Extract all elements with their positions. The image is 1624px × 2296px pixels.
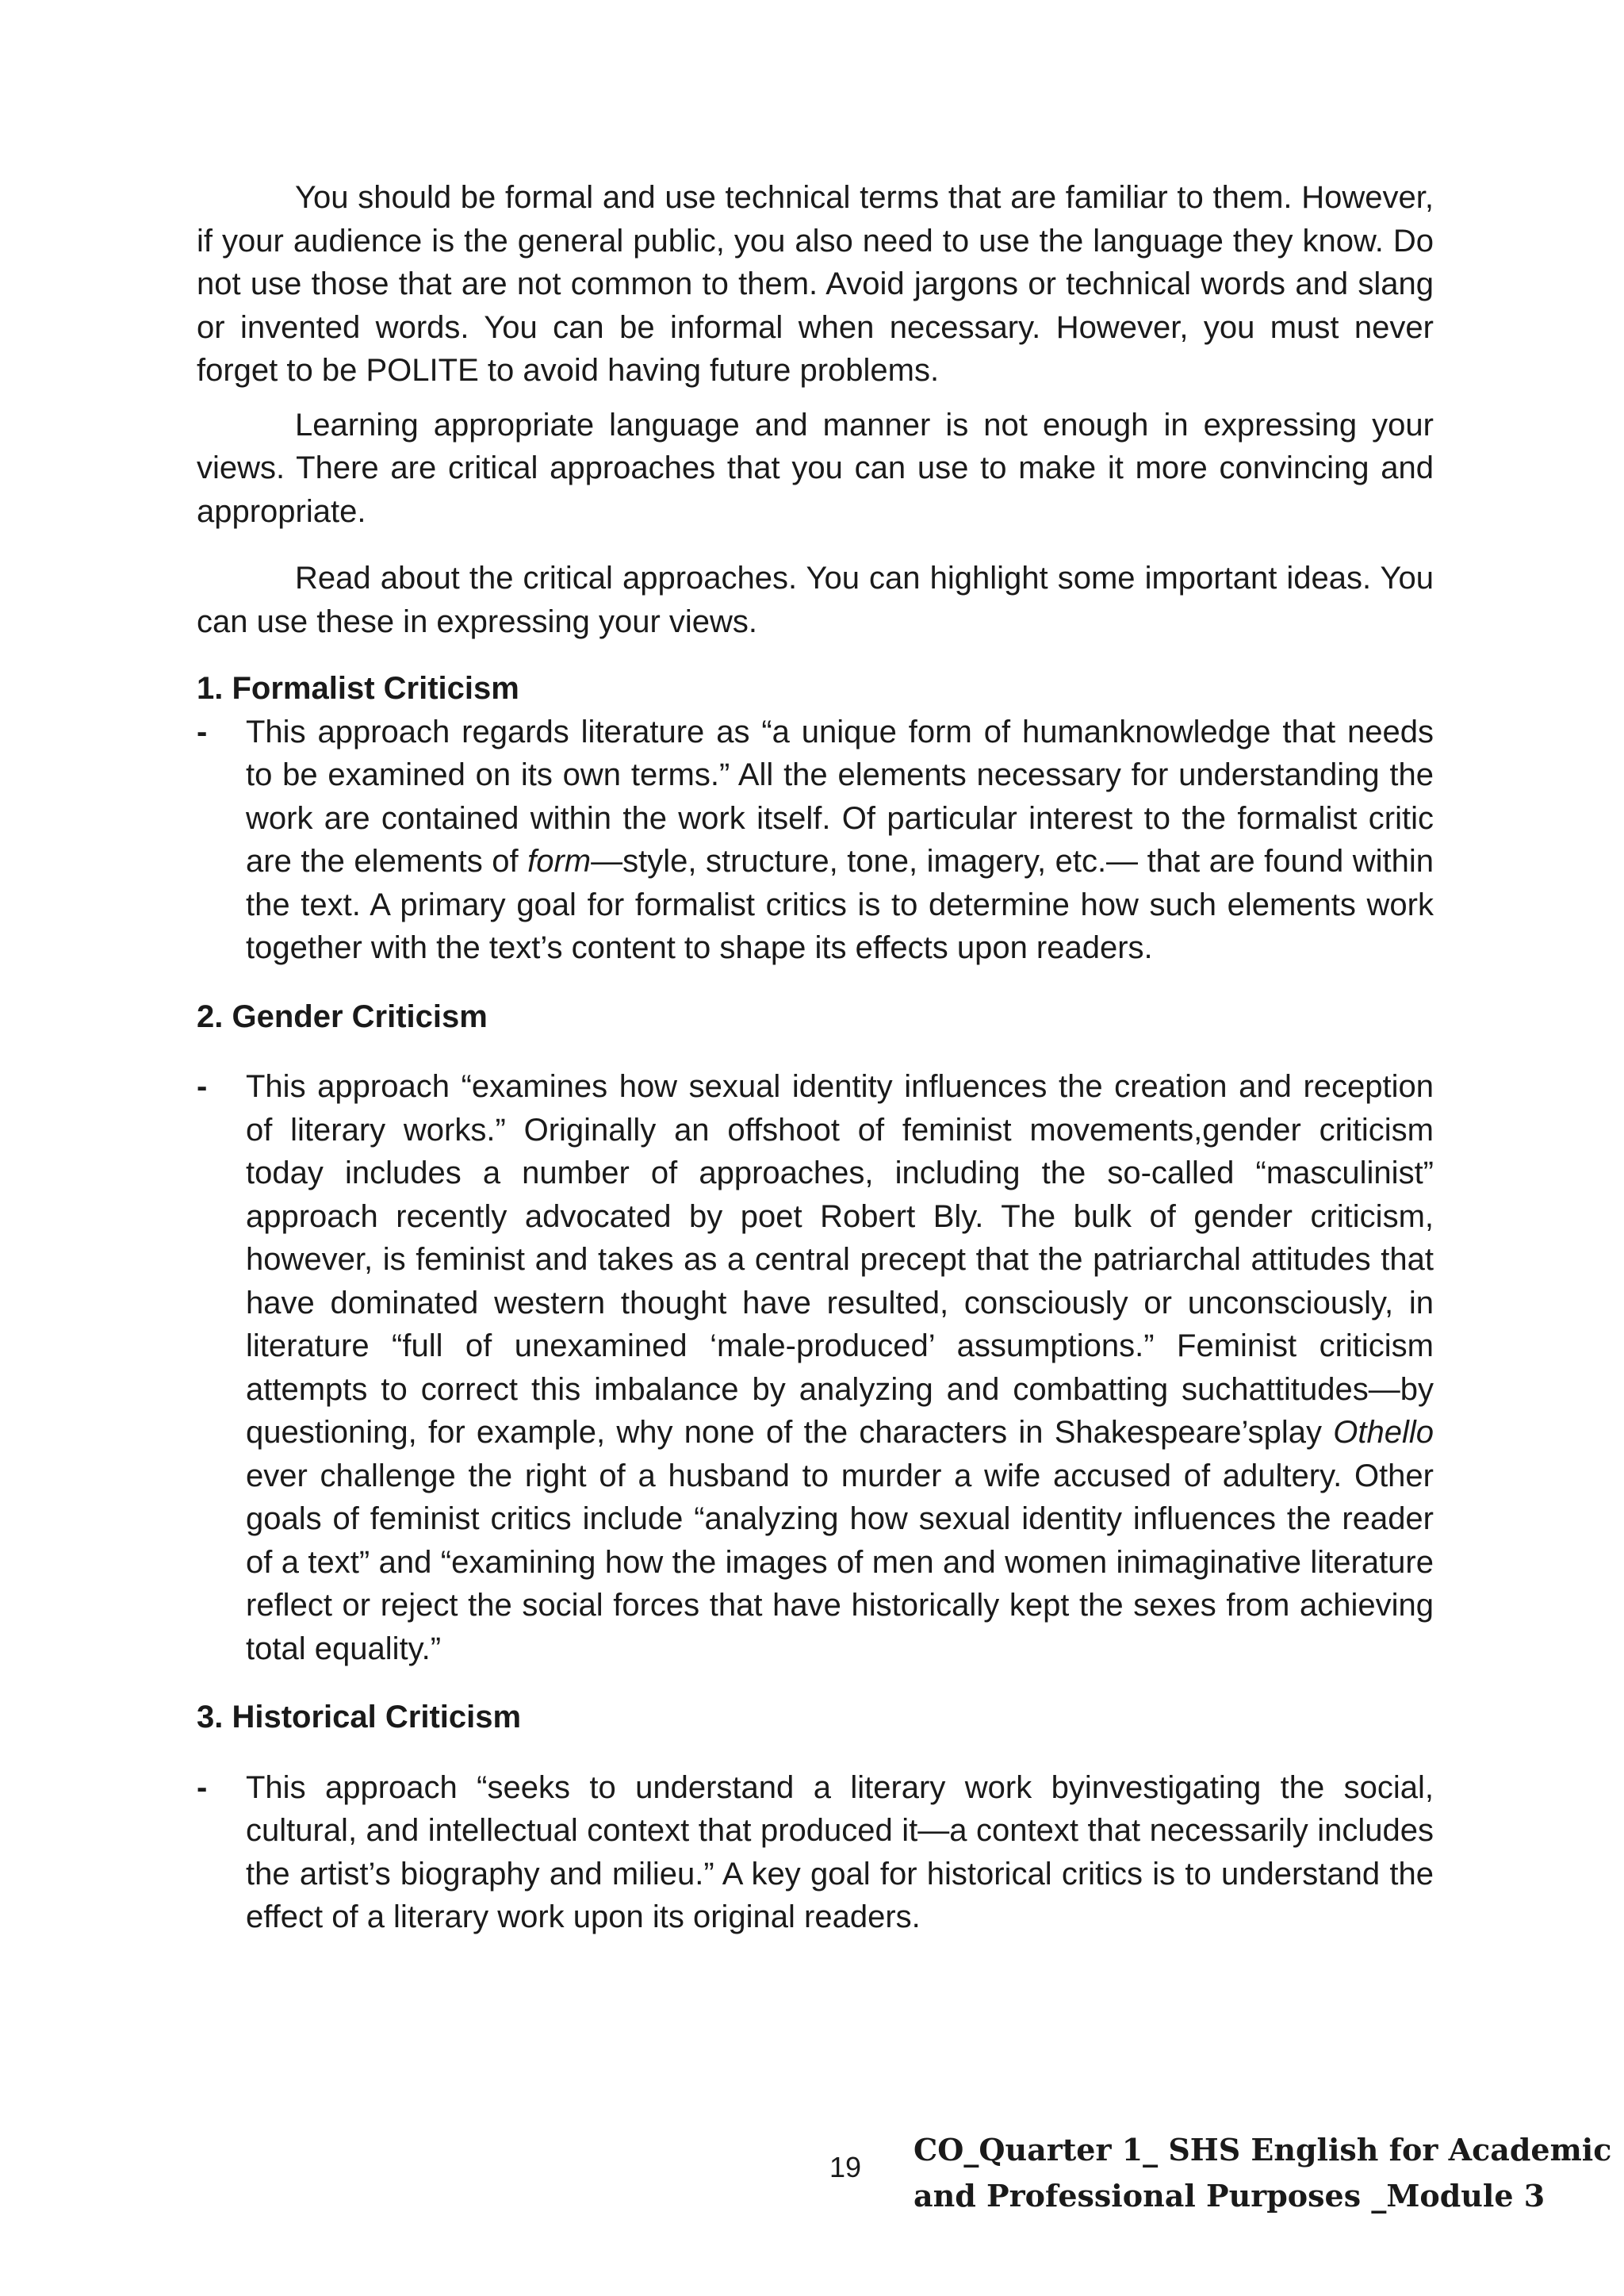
page-number: 19: [829, 2151, 862, 2183]
section-heading-gender: 2. Gender Criticism: [197, 999, 488, 1034]
gender-text-start: This approach “examines how sexual identity influences the creation and reception of literary works.” Originally an offshoot of feminist movements,gender criticism today includes a number of approaches, including the so-called “masculinist” approach recently advocated by poet Robert Bly. The bulk of gender criticism, however, is feminist and takes as a central precept that the patriarchal attitudes that have dominated western thought have resulted, consciously or unconsciously, in literature “full of unexamined ‘male-produced’ assumptions.” Feminist criticism attempts to correct this imbalance by analyzing and combatting suchattitudes—by questioning, for example, why none of the characters in Shakespeare’splay: [246, 1069, 1434, 1450]
paragraph-critical-approaches-intro: Learning appropriate language and manner is not enough in expressing your views. There are critical approaches that you can use to make it more convincing and appropriate.: [197, 407, 1434, 529]
formalist-text-end: —style, structure, tone, imagery, etc.— that are found within the text. A primary goal for formalist critics is to determine how such elements work together with the text’s content to shape its effects upon readers.: [246, 844, 1434, 965]
footer-module-label: [914, 2127, 1612, 2219]
footer-line-2: and Professional Purposes _Module 3: [914, 2178, 1545, 2214]
paragraph-audience-language: You should be formal and use technical terms that are familiar to them. However, if your audience is the general public, you also need to use the language they know. Do not use those that are not common to them. Avoid jargons or technical words and slang or invented words. You can be informal when necessary. However, you must never forget to be POLITE to avoid having future problems.: [197, 180, 1434, 388]
bullet-dash: -: [197, 1769, 208, 1805]
section-heading-formalist: 1. Formalist Criticism: [197, 671, 519, 706]
section-body-formalist: [197, 711, 1434, 970]
gender-text-end: ever challenge the right of a husband to murder a wife accused of adultery. Other goals of feminist critics include “analyzing how sexual identity influences the reader of a text” and “examining how the images of men and women inimaginative literature reflect or reject the social forces that have historically kept the sexes from achieving total equality.”: [246, 1458, 1434, 1666]
formalist-text-start: This approach regards literature as “a unique form of humanknowledge that needs to be examined on its own terms.” All the elements necessary for understanding the work are contained within the work itself. Of particular interest to the formalist critic are the elements of: [246, 714, 1434, 879]
formalist-italic-term: form: [527, 844, 592, 879]
gender-italic-title: Othello: [1333, 1415, 1434, 1450]
section-body-historical: [197, 1766, 1434, 1939]
section-heading-historical: 3. Historical Criticism: [197, 1700, 522, 1734]
paragraph-read-instructions: Read about the critical approaches. You can highlight some important ideas. You can use these in expressing your views.: [197, 561, 1434, 639]
page-content: [197, 176, 1434, 1939]
footer-line-1: CO_Quarter 1_ SHS English for Academic: [914, 2132, 1612, 2168]
bullet-dash: -: [197, 1069, 208, 1104]
historical-text: This approach “seeks to understand a literary work byinvestigating the social, cultural, and intellectual context that produced it—a context that necessarily includes the artist’s biography and milieu.” A key goal for historical critics is to understand the effect of a literary work upon its original readers.: [246, 1769, 1434, 1934]
bullet-dash: -: [197, 714, 208, 749]
section-body-gender: [197, 1065, 1434, 1670]
